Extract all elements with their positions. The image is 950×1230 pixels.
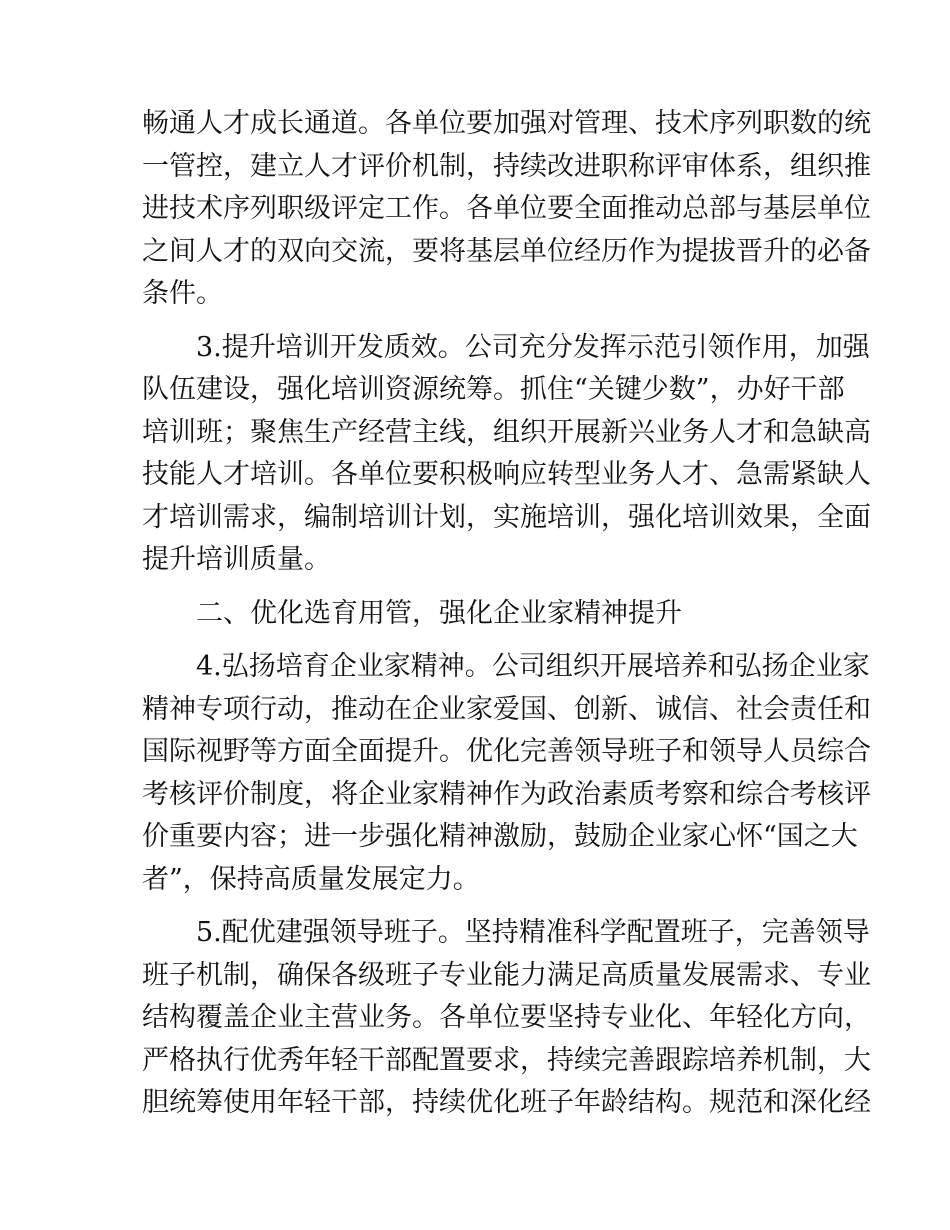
text-line: 胆统筹使用年轻干部，持续优化班子年龄结构。规范和深化经 [142, 1087, 871, 1118]
section-heading-text: 二、优化选育用管，强化企业家精神提升 [196, 597, 682, 629]
text-line: 结构覆盖企业主营业务。各单位要坚持专业化、年轻化方向， [142, 1002, 871, 1033]
paragraph-entrepreneurship [142, 646, 871, 901]
paragraph-talent-channel [142, 103, 871, 316]
section-heading [142, 593, 812, 636]
paragraph-training [142, 327, 871, 582]
text-line: 进技术序列职级评定工作。各单位要全面推动总部与基层单位 [142, 193, 871, 224]
text-line: 培训班；聚焦生产经营主线，组织开展新兴业务人才和急缺高 [142, 416, 871, 448]
text-line: 考核评价制度，将企业家精神作为政治素质考察和综合考核评 [142, 778, 871, 810]
text-line: 畅通人才成长通道。各单位要加强对管理、技术序列职数的统 [142, 108, 871, 139]
text-line: 严格执行优秀年轻干部配置要求，持续完善跟踪培养机制，大 [142, 1044, 871, 1076]
text-line: 4.弘扬培育企业家精神。公司组织开展培养和弘扬企业家 [196, 651, 870, 682]
text-line: 国际视野等方面全面提升。优化完善领导班子和领导人员综合 [142, 736, 871, 767]
text-line: 5.配优建强领导班子。坚持精准科学配置班子，完善领导 [196, 917, 870, 948]
text-line: 技能人才培训。各单位要积极响应转型业务人才、急需紧缺人 [142, 459, 871, 490]
text-line: 才培训需求，编制培训计划，实施培训，强化培训效果，全面 [142, 501, 871, 533]
document-page [142, 103, 871, 1136]
text-line: 条件。 [142, 278, 223, 309]
text-line: 一管控，建立人才评价机制，持续改进职称评审体系，组织推 [142, 150, 871, 182]
paragraph-leadership-team [142, 912, 871, 1125]
text-line: 班子机制，确保各级班子专业能力满足高质量发展需求、专业 [142, 959, 871, 991]
text-line: 队伍建设，强化培训资源统筹。抓住“关键少数”，办好干部 [142, 374, 845, 405]
text-line: 3.提升培训开发质效。公司充分发挥示范引领作用，加强 [196, 331, 870, 363]
text-line: 精神专项行动，推动在企业家爱国、创新、诚信、社会责任和 [142, 693, 871, 725]
text-line: 价重要内容；进一步强化精神激励，鼓励企业家心怀“国之大 [142, 821, 858, 852]
text-line: 者”，保持高质量发展定力。 [142, 863, 480, 895]
text-line: 提升培训质量。 [142, 544, 331, 575]
text-line: 之间人才的双向交流，要将基层单位经历作为提拔晋升的必备 [142, 235, 871, 267]
